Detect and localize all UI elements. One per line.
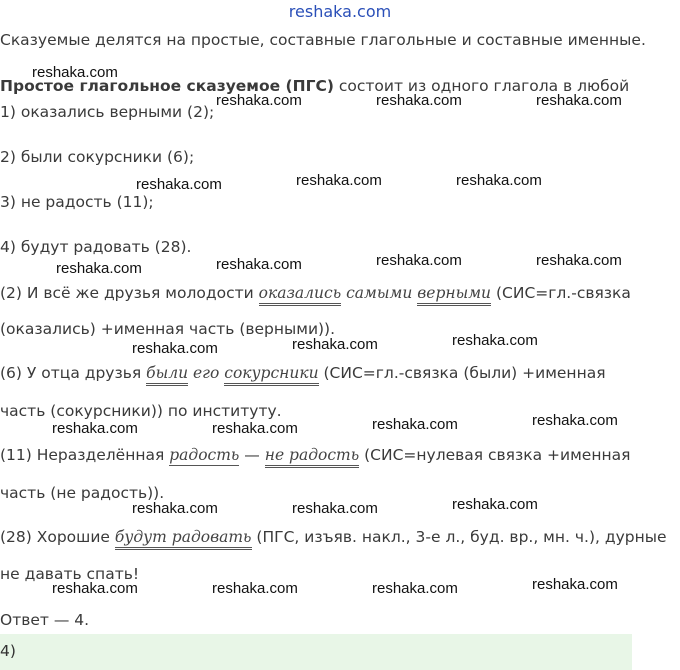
watermark: reshaka.com bbox=[532, 576, 618, 593]
watermark: reshaka.com bbox=[376, 252, 462, 269]
answer-text: Ответ — 4. bbox=[0, 611, 90, 629]
watermark: reshaka.com bbox=[212, 580, 298, 597]
watermark: reshaka.com bbox=[372, 580, 458, 597]
list-item: 4) будут радовать (28). bbox=[0, 238, 192, 256]
watermark: reshaka.com bbox=[56, 260, 142, 277]
watermark: reshaka.com bbox=[372, 416, 458, 433]
example-text: (6) У отца друзья bbox=[0, 364, 147, 382]
watermark: reshaka.com bbox=[532, 412, 618, 429]
watermark: reshaka.com bbox=[216, 92, 302, 109]
watermark: reshaka.com bbox=[52, 580, 138, 597]
example-text: (11) Неразделённая bbox=[0, 446, 170, 464]
subject-word: радость bbox=[169, 446, 240, 464]
predicate-word: будут радовать bbox=[115, 528, 252, 550]
example-6-line2: часть (сокурсники)) по институту. bbox=[0, 402, 282, 420]
watermark: reshaka.com bbox=[296, 172, 382, 189]
list-item: 2) были сокурсники (6); bbox=[0, 148, 195, 166]
predicate-word: сокурсники bbox=[224, 364, 318, 386]
watermark: reshaka.com bbox=[536, 252, 622, 269]
pgs-term: Простое глагольное сказуемое (ПГС) bbox=[0, 77, 334, 95]
watermark: reshaka.com bbox=[136, 176, 222, 193]
predicate-word: его bbox=[192, 364, 220, 382]
list-item: 3) не радость (11); bbox=[0, 193, 154, 211]
example-text: (СИС=гл.-связка bbox=[491, 284, 631, 302]
example-text: — bbox=[239, 446, 265, 464]
list-item: 1) оказались верными (2); bbox=[0, 103, 215, 121]
site-header-link[interactable]: reshaka.com bbox=[288, 2, 392, 21]
predicate-word: оказались bbox=[259, 284, 342, 306]
example-11-line2: часть (не радость)). bbox=[0, 484, 165, 502]
example-text: (ПГС, изъяв. накл., 3-е л., буд. вр., мн. ч.), дурные bbox=[251, 528, 667, 546]
answer-value: 4) bbox=[0, 642, 16, 660]
example-text: (2) И всё же друзья молодости bbox=[0, 284, 259, 302]
predicate-word: самыми bbox=[346, 284, 413, 302]
watermark: reshaka.com bbox=[52, 420, 138, 437]
pgs-rest: состоит из одного глагола в любой bbox=[333, 77, 630, 95]
example-text: (СИС=гл.-связка (были) +именная bbox=[318, 364, 606, 382]
watermark: reshaka.com bbox=[292, 500, 378, 517]
watermark: reshaka.com bbox=[216, 256, 302, 273]
watermark: reshaka.com bbox=[32, 64, 118, 81]
watermark: reshaka.com bbox=[212, 420, 298, 437]
watermark: reshaka.com bbox=[376, 92, 462, 109]
example-text: (СИС=нулевая связка +именная bbox=[359, 446, 631, 464]
predicate-word: верными bbox=[417, 284, 491, 306]
example-28 bbox=[0, 528, 667, 546]
example-2 bbox=[0, 284, 631, 302]
watermark: reshaka.com bbox=[292, 336, 378, 353]
predicate-word: не радость bbox=[265, 446, 359, 468]
example-28-line2: не давать спать! bbox=[0, 565, 140, 583]
watermark: reshaka.com bbox=[456, 172, 542, 189]
answer-box bbox=[0, 634, 632, 670]
watermark: reshaka.com bbox=[452, 332, 538, 349]
watermark: reshaka.com bbox=[132, 340, 218, 357]
watermark: reshaka.com bbox=[452, 496, 538, 513]
example-text: (28) Хорошие bbox=[0, 528, 115, 546]
watermark: reshaka.com bbox=[132, 500, 218, 517]
example-11 bbox=[0, 446, 630, 464]
intro-text: Сказуемые делятся на простые, составные глагольные и составные именные. bbox=[0, 31, 646, 49]
example-2-line2: (оказались) +именная часть (верными)). bbox=[0, 320, 336, 338]
predicate-word: были bbox=[146, 364, 188, 386]
example-6 bbox=[0, 364, 606, 382]
watermark: reshaka.com bbox=[536, 92, 622, 109]
